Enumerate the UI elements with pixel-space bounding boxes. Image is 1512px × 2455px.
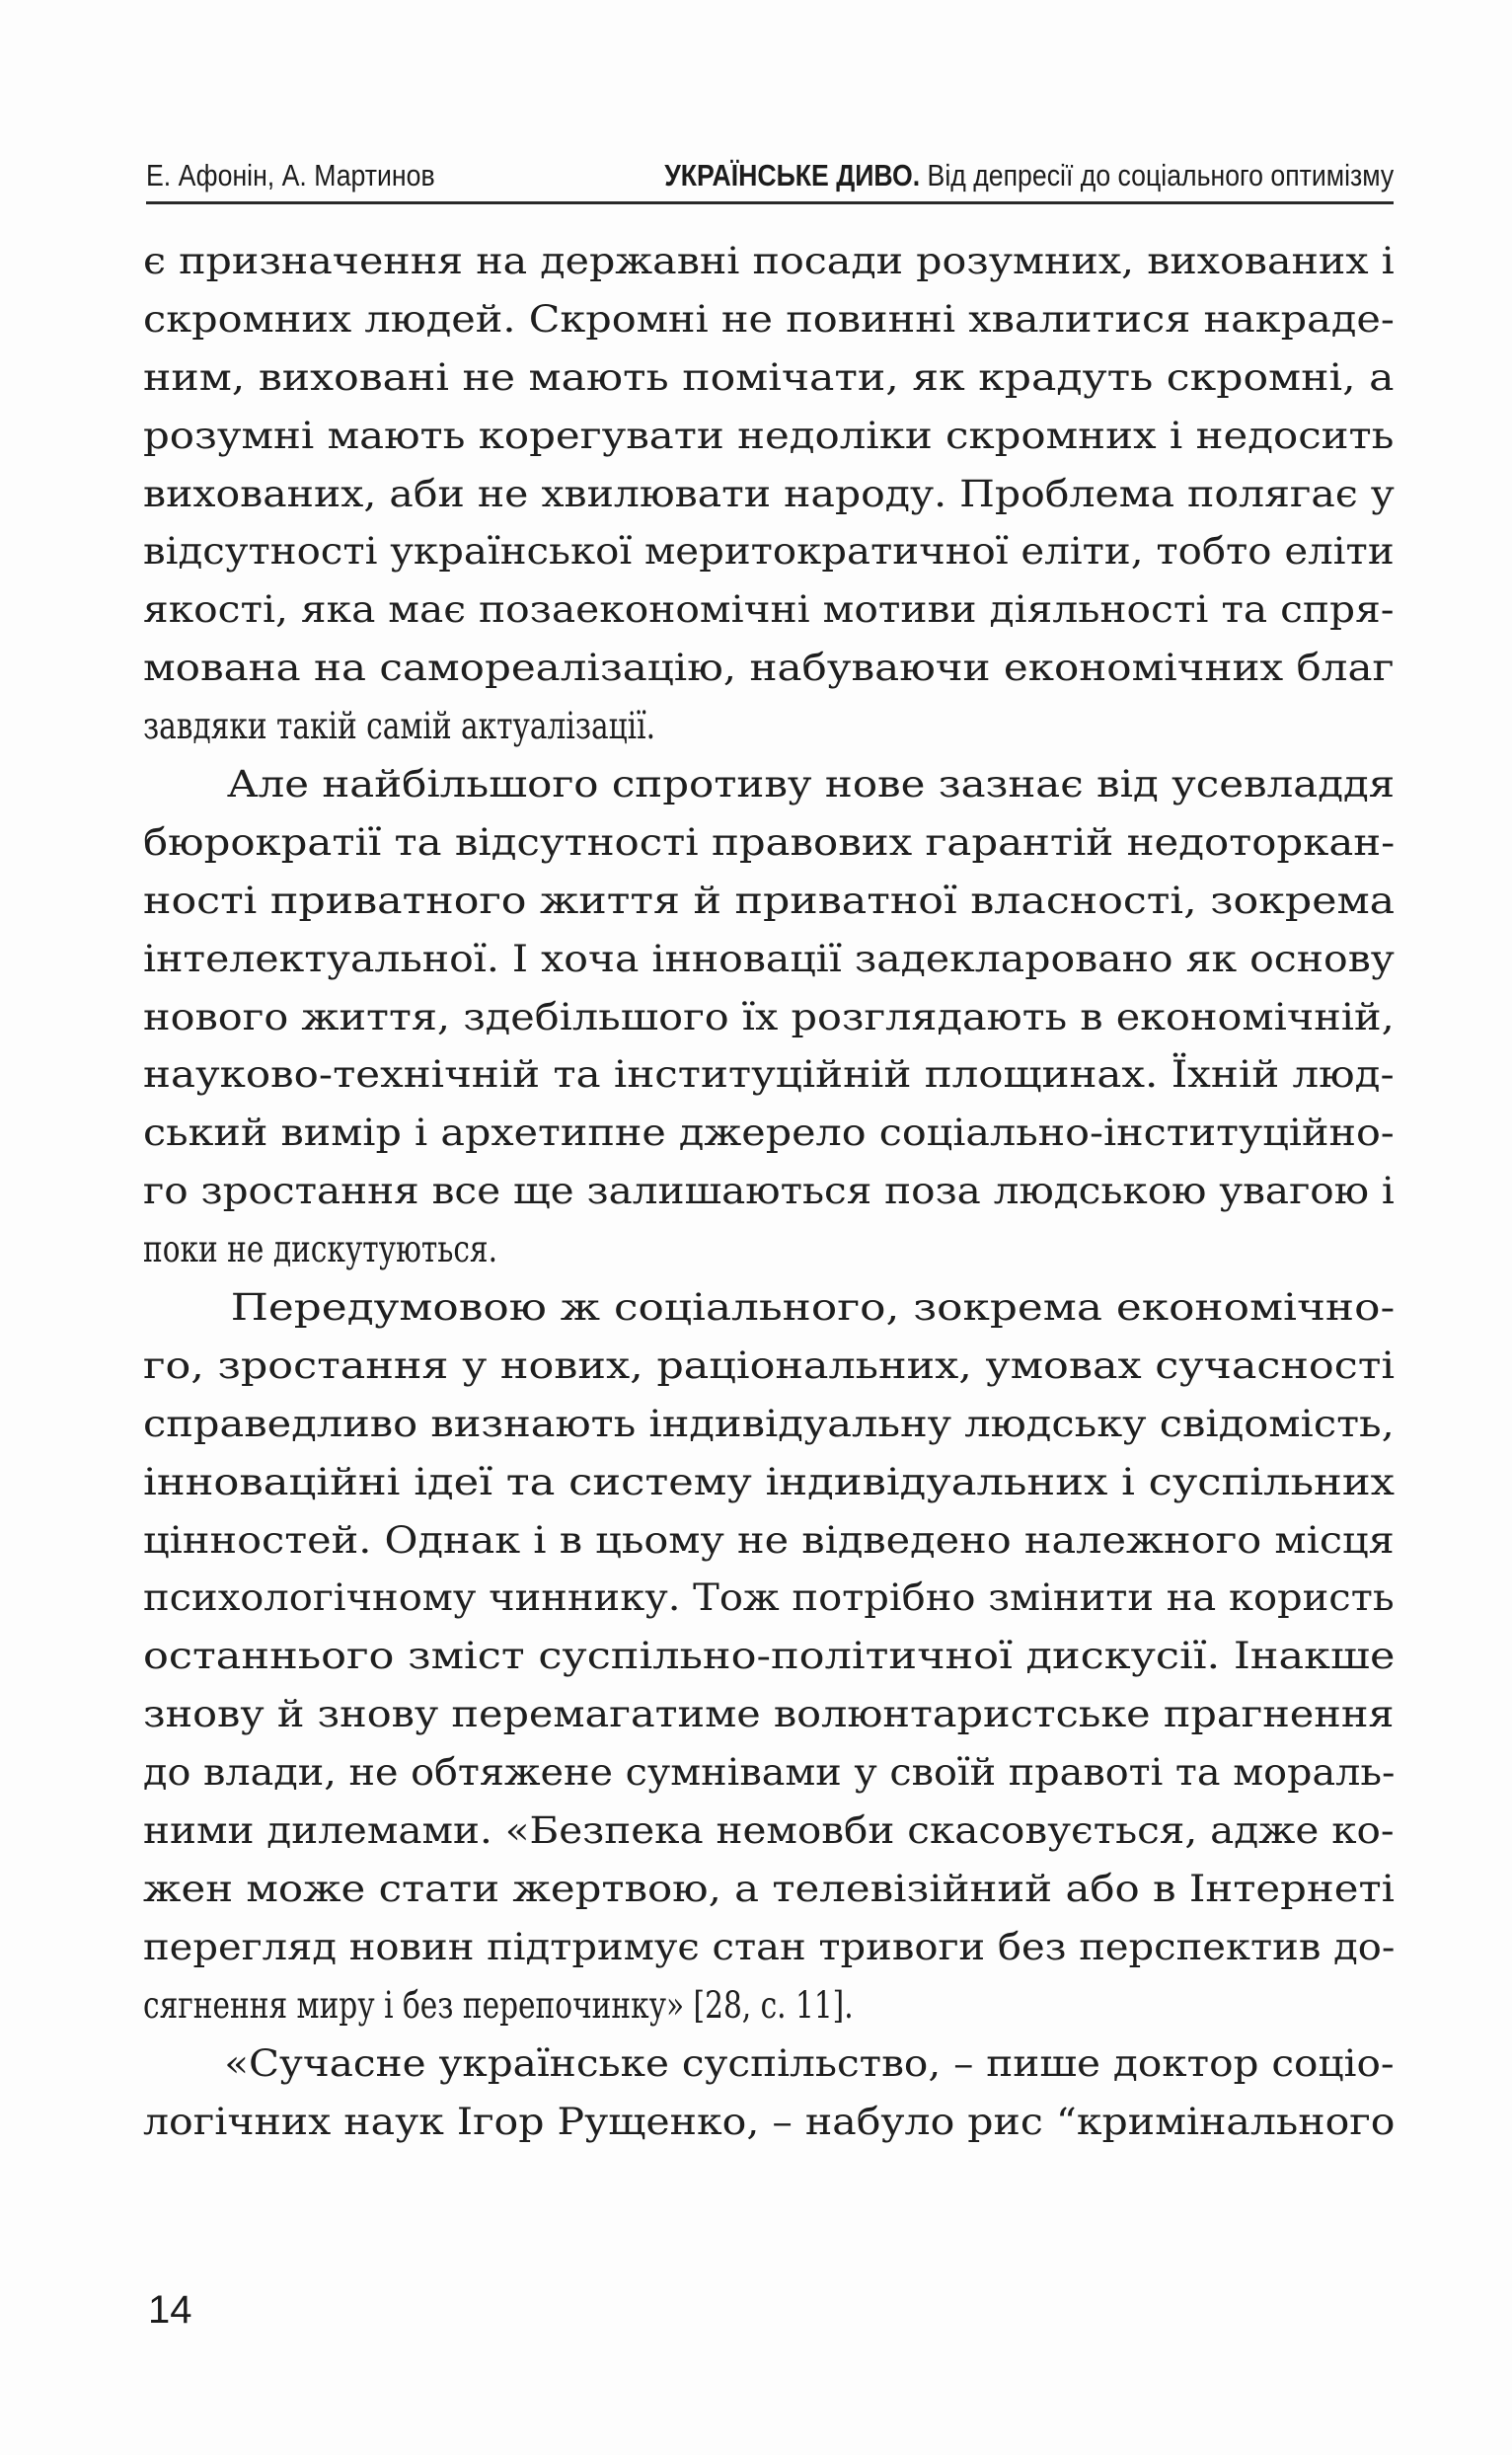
paragraph xyxy=(143,1279,1395,2035)
text-line xyxy=(143,1977,1395,2035)
text-line xyxy=(143,1221,1395,1279)
text-line xyxy=(143,1803,1395,1861)
text-line xyxy=(143,1338,1395,1396)
line-text: інноваційні ідеї та систему індивідуальних і суспільних xyxy=(143,1460,1395,1503)
text-line xyxy=(143,640,1395,698)
text-line xyxy=(143,1570,1395,1628)
text-line xyxy=(143,873,1395,931)
text-line xyxy=(143,1396,1395,1454)
text-line xyxy=(143,931,1395,989)
line-text: мована на самореалізацію, набуваючи економічних благ xyxy=(143,647,1395,690)
line-text: до влади, не обтяжене сумнівами у своїй правоті та мораль- xyxy=(143,1751,1396,1795)
line-text: є призначення на державні посади розумних, вихованих і xyxy=(143,240,1395,282)
text-line xyxy=(143,523,1395,581)
line-text: го зростання все ще залишаються поза людською увагою і xyxy=(143,1170,1395,1213)
line-text: скромних людей. Скромні не повинні хвалитися накраде- xyxy=(143,297,1395,341)
text-line xyxy=(143,756,1395,814)
line-text: ський вимір і архетипне джерело соціально-інституційно- xyxy=(143,1112,1395,1155)
text-line xyxy=(143,1861,1395,1919)
running-head xyxy=(146,158,1395,201)
line-text: розумні мають корегувати недоліки скромних і недосить xyxy=(143,414,1395,457)
paragraph xyxy=(143,2035,1395,2152)
text-line xyxy=(143,1744,1395,1803)
text-line xyxy=(143,2035,1395,2094)
line-text: логічних наук Ігор Рущенко, – набуло рис “кримінального xyxy=(143,2100,1396,2143)
line-text: перегляд новин підтримує стан тривоги без перспектив до- xyxy=(143,1925,1396,1968)
line-text: бюрократії та відсутності правових гарантій недоторкан- xyxy=(143,820,1396,864)
text-line xyxy=(143,814,1395,873)
line-text: го, зростання у нових, раціональних, умовах сучасності xyxy=(143,1343,1396,1387)
running-head-authors: Е. Афонін, А. Мартинов xyxy=(146,158,435,192)
line-text: інтелектуальної. І хоча інновації задекларовано як основу xyxy=(143,937,1395,980)
page-number: 14 xyxy=(148,2288,192,2332)
body-text xyxy=(143,233,1395,2151)
text-line xyxy=(143,1919,1395,1977)
text-line xyxy=(143,1628,1395,1686)
text-line xyxy=(143,291,1395,349)
book-subtitle: Від депресії до соціального оптимізму xyxy=(927,158,1395,192)
text-line xyxy=(143,349,1395,408)
text-line xyxy=(143,233,1395,291)
line-text: сягнення миру і без перепочинку» [28, с. 11]. xyxy=(143,1983,854,2027)
text-line xyxy=(143,466,1395,524)
text-line xyxy=(143,1454,1395,1512)
line-text: справедливо визнають індивідуальну людську свідомість, xyxy=(143,1402,1395,1445)
line-text: відсутності української меритократичної еліти, тобто еліти xyxy=(143,530,1395,574)
line-text: поки не дискутуються. xyxy=(143,1228,498,1271)
line-text: психологічному чиннику. Тож потрібно змінити на користь xyxy=(143,1576,1395,1620)
text-line xyxy=(143,698,1395,756)
line-text: «Сучасне українське суспільство, – пише доктор соціо- xyxy=(224,2041,1395,2085)
text-line xyxy=(143,1163,1395,1221)
line-text: ними дилемами. «Безпека немовби скасовується, адже ко- xyxy=(143,1809,1395,1853)
text-line xyxy=(143,408,1395,466)
text-line xyxy=(143,1279,1395,1338)
line-text: завдяки такій самій актуалізації. xyxy=(143,705,655,748)
line-text: цінностей. Однак і в цьому не відведено належного місця xyxy=(143,1518,1395,1562)
text-line xyxy=(143,2094,1395,2152)
line-text: ності приватного життя й приватної власності, зокрема xyxy=(143,879,1396,922)
text-line xyxy=(143,1686,1395,1744)
line-text: Але найбільшого спротиву нове зазнає від усевладдя xyxy=(226,763,1396,806)
line-text: останнього зміст суспільно-політичної дискусії. Інакше xyxy=(143,1635,1396,1678)
book-title: УКРАЇНСЬКЕ ДИВО. xyxy=(664,158,921,192)
line-text: знову й знову перемагатиме волюнтаристське прагнення xyxy=(143,1693,1395,1736)
line-text: ним, виховані не мають помічати, як крадуть скромні, а xyxy=(143,355,1395,399)
line-text: якості, яка має позаекономічні мотиви діяльності та спря- xyxy=(143,588,1395,632)
text-line xyxy=(143,989,1395,1047)
running-head-title xyxy=(664,158,1394,193)
line-text: Передумовою ж соціального, зокрема економічно- xyxy=(230,1286,1396,1330)
line-text: жен може стати жертвою, а телевізійний або в Інтернеті xyxy=(143,1867,1395,1910)
paragraph xyxy=(143,233,1395,756)
text-line xyxy=(143,1512,1395,1571)
paragraph xyxy=(143,756,1395,1279)
text-line xyxy=(143,1046,1395,1105)
line-text: науково-технічній та інституційній площинах. Їхній люд- xyxy=(143,1053,1395,1097)
line-text: вихованих, аби не хвилювати народу. Проблема полягає у xyxy=(143,472,1395,515)
text-line xyxy=(143,581,1395,640)
line-text: нового життя, здебільшого їх розглядають в економічній, xyxy=(143,995,1395,1038)
header-rule xyxy=(146,201,1394,204)
text-line xyxy=(143,1105,1395,1163)
